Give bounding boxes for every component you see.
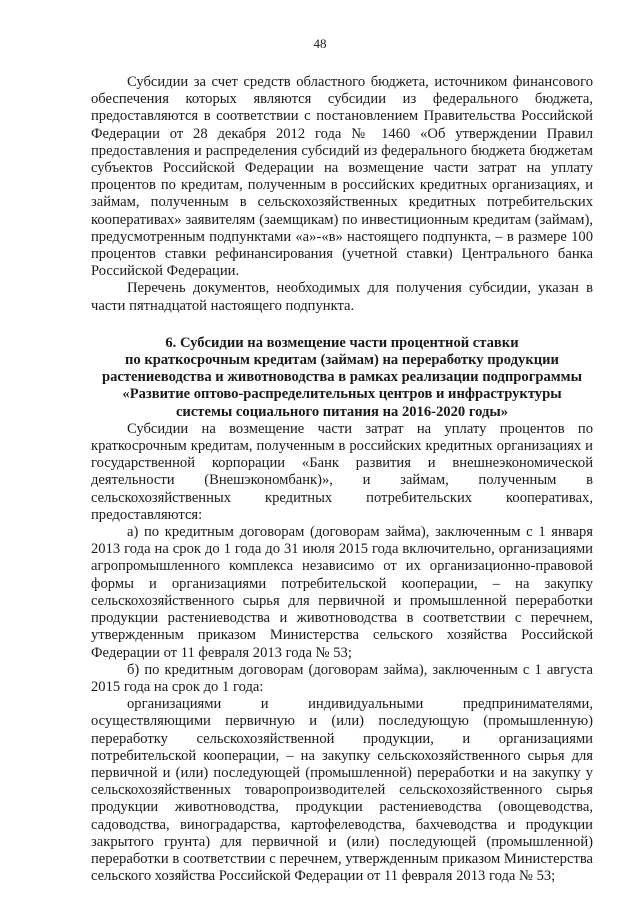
document-body [91, 74, 593, 885]
heading-line: «Развитие оптово-распределительных центров и инфраструктуры [122, 386, 562, 403]
paragraph-subsidies-regional-budget: Субсидии за счет средств областного бюджета, источником финансового обеспечения которых являются субсидии из федерального бюджета, предоставляются в соответствии с постановлением Правительства Российской Федерации от 28 декабря 2012 года № 1460 «Об утверждении Правил предоставления и распределения субсидий из федерального бюджета бюджетам субъектов Российской Федерации на возмещение части затрат на уплату процентов по кредитам, полученным в российских кредитных организациях, и займам, полученным в сельскохозяйственных кредитных потребительских кооперативах» заявителям (заемщикам) по инвестиционным кредитам (займам), предусмотренным подпунктами «а»-«в» настоящего подпункта, – в размере 100 процентов ставки рефинансирования (учетной ставки) Центрального банка Российской Федерации. [91, 74, 593, 280]
heading-line: 6. Субсидии на возмещение части процентной ставки [165, 334, 519, 351]
heading-line: по краткосрочным кредитам (займам) на переработку продукции [125, 352, 559, 369]
paragraph-item-b: б) по кредитным договорам (договорам займа), заключенным с 1 августа 2015 года на срок до 1 года: [91, 661, 593, 695]
section-heading [91, 335, 593, 421]
heading-line: системы социального питания на 2016-2020 годы» [175, 403, 509, 420]
heading-line: растениеводства и животноводства в рамках реализации подпрограммы [101, 369, 583, 386]
paragraph-item-b-details: организациями и индивидуальными предпринимателями, осуществляющими первичную и (или) последующую (промышленную) переработку сельскохозяйственной продукции, и организациями потребительской кооперации, – на закупку сельскохозяйственного сырья для первичной и (или) последующей (промышленной) переработки и на закупку у сельскохозяйственных товаропроизводителей сельскохозяйственного сырья продукции животноводства, продукции растениеводства (овощеводства, садоводства, виноградарства, картофелеводства, бахчеводства и продукции закрытого грунта) для первичной и (или) последующей (промышленной) переработки в соответствии с перечнем, утвержденным приказом Министерства сельского хозяйства Российской Федерации от 11 февраля 2013 года № 53; [91, 696, 593, 885]
paragraph-documents-list: Перечень документов, необходимых для получения субсидии, указан в части пятнадцатой настоящего подпункта. [91, 280, 593, 314]
page-number: 48 [313, 36, 327, 51]
paragraph-item-a: а) по кредитным договорам (договорам займа), заключенным с 1 января 2013 года на срок до 1 года до 31 июля 2015 года включительно, организациями агропромышленного комплекса независимо от их организационно-правовой формы и организациями потребительской кооперации, – на закупку сельскохозяйственного сырья для первичной и промышленной переработки продукции растениеводства и животноводства в соответствии с перечнем, утвержденным приказом Министерства сельского хозяйства Российской Федерации от 11 февраля 2013 года № 53; [91, 524, 593, 661]
paragraph-subsidies-intro: Субсидии на возмещение части затрат на уплату процентов по краткосрочным кредитам, полученным в российских кредитных организациях и государственной корпорации «Банк развития и внешнеэкономической деятельности (Внешэкономбанк)», и займам, полученным в сельскохозяйственных кредитных потребительских кооперативах, предоставляются: [91, 420, 593, 523]
